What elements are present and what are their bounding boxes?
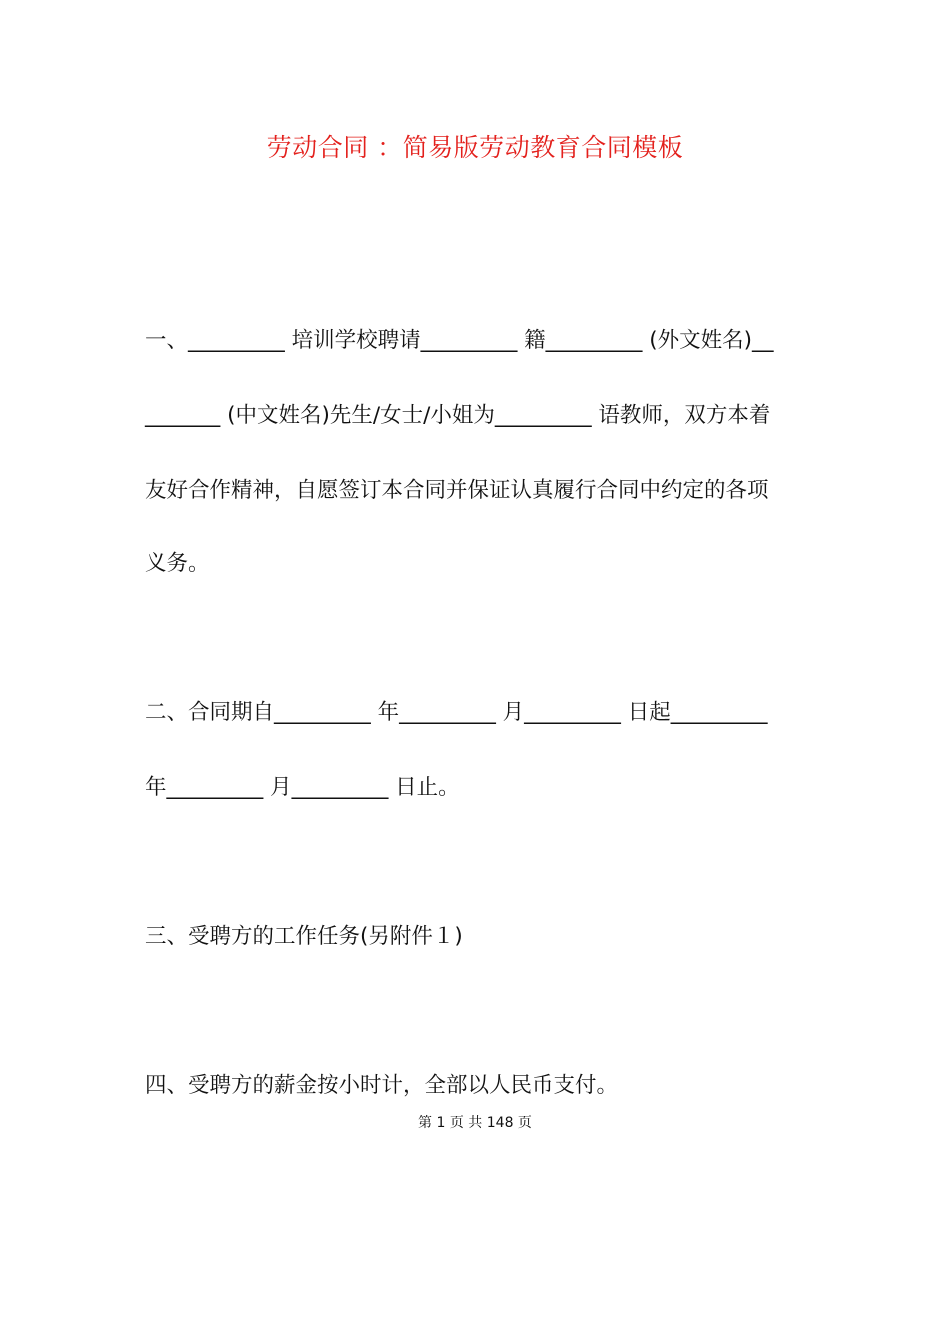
page-indicator: 第 1 页 共 148 页: [418, 1115, 532, 1131]
section-2-line-1: 二、合同期自_________ 年_________ 月_________ 日起_________: [145, 700, 768, 725]
section-1-line-1: 一、_________ 培训学校聘请_________ 籍_________ (外文姓名)__: [145, 328, 774, 353]
section-4-line-1: 四、受聘方的薪金按小时计，全部以人民币支付。: [145, 1073, 619, 1098]
section-1-line-3: 友好合作精神，自愿签订本合同并保证认真履行合同中约定的各项: [145, 478, 769, 503]
section-2-line-2: 年_________ 月_________ 日止。: [145, 775, 460, 800]
section-3-line-1: 三、受聘方的工作任务(另附件１): [145, 924, 463, 949]
section-1-line-2: _______ (中文姓名)先生/女士/小姐为_________ 语教师，双方本着: [145, 403, 771, 428]
section-1-line-4: 义务。: [145, 551, 210, 576]
document-title: 劳动合同 ：简易版劳动教育合同模板: [266, 133, 684, 162]
